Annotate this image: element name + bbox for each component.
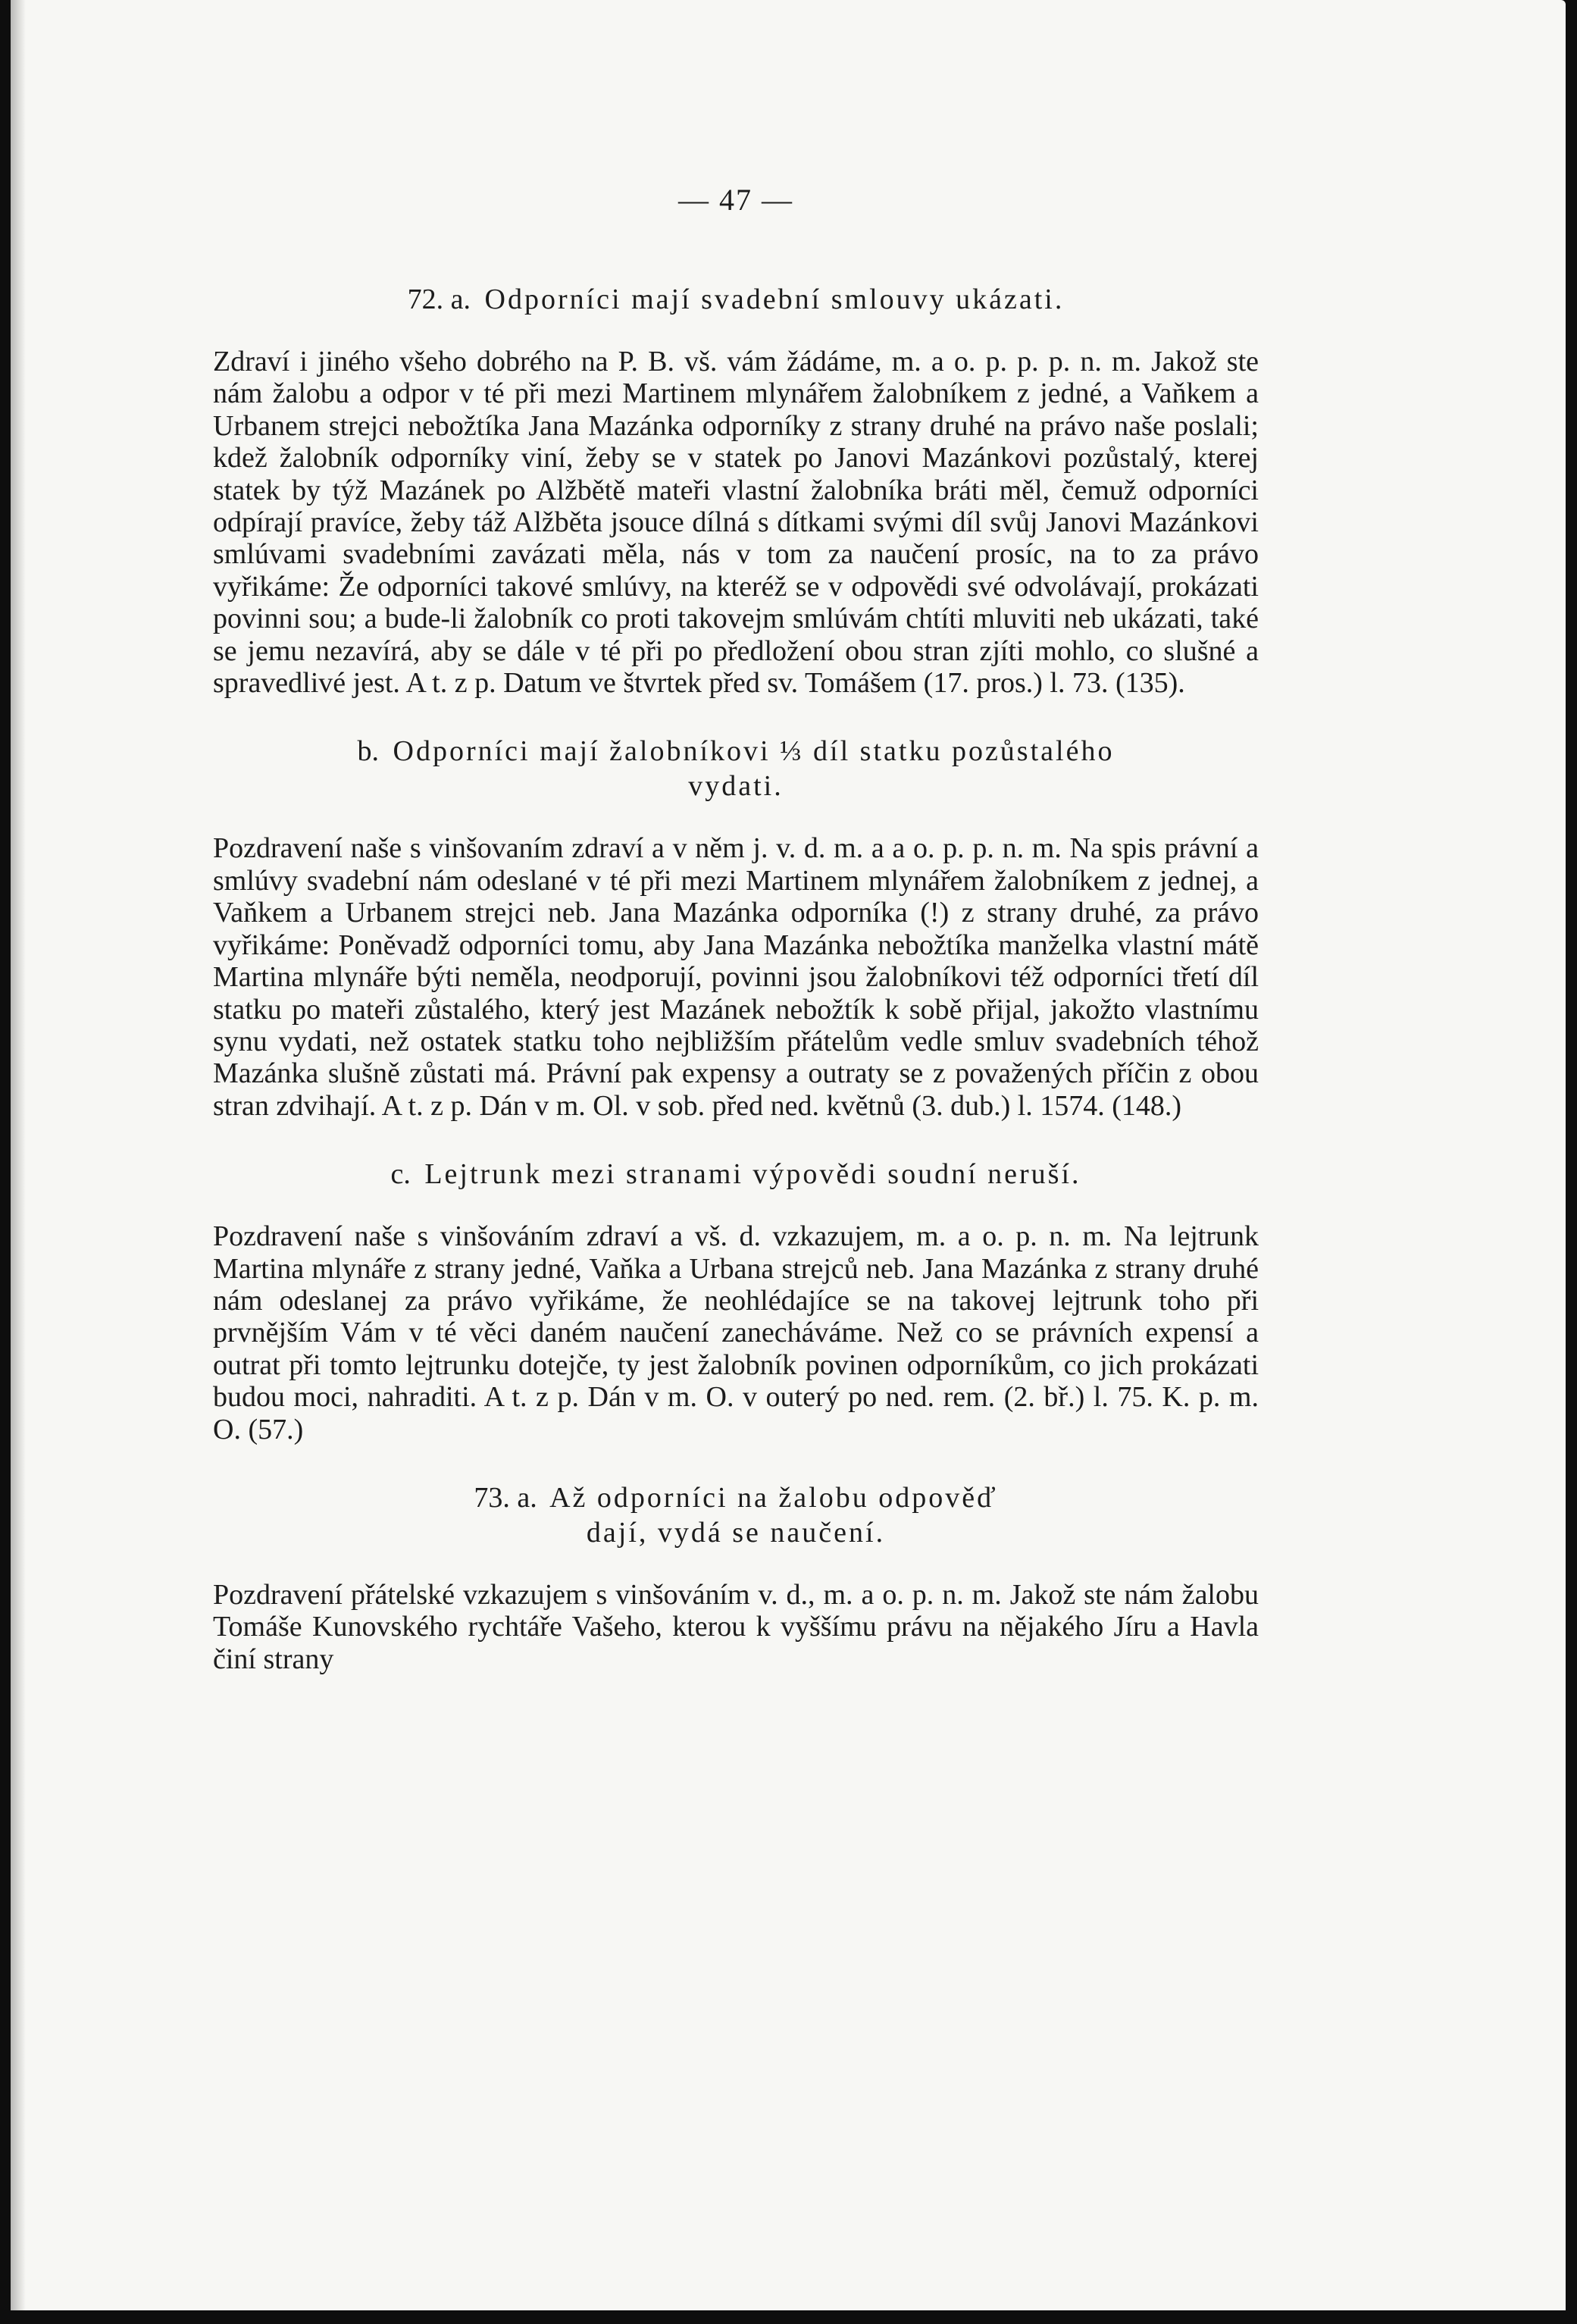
section-title: Odporníci mají žalobníkovi ⅓ díl statku pozůstalého vydati. bbox=[393, 735, 1115, 803]
section-72c bbox=[213, 1157, 1259, 1445]
page-edge-shadow bbox=[11, 0, 26, 2310]
section-title: Odporníci mají svadební smlouvy ukázati. bbox=[484, 283, 1065, 315]
section-heading bbox=[213, 1157, 1259, 1192]
section-title: Až odporníci na žalobu odpověď dají, vydá se naučení. bbox=[549, 1481, 998, 1549]
book-page bbox=[11, 0, 1566, 2310]
section-heading bbox=[213, 1480, 1259, 1550]
section-72b bbox=[213, 734, 1259, 1122]
section-heading bbox=[213, 282, 1259, 317]
section-number: c. bbox=[390, 1158, 411, 1191]
section-number: b. bbox=[357, 735, 380, 768]
section-body: Pozdravení přátelské vzkazujem s vinšováním v. d., m. a o. p. n. m. Jakož ste nám žalobu Tomáše Kunovského rychtáře Vašeho, kterou k vyššímu právu na nějakého Jíru a Havla činí strany bbox=[213, 1578, 1259, 1675]
section-73a bbox=[213, 1480, 1259, 1675]
text-block bbox=[213, 182, 1259, 1675]
page-number: — 47 — bbox=[678, 183, 793, 217]
section-number: 72. a. bbox=[407, 283, 471, 315]
section-body: Pozdravení naše s vinšováním zdraví a vš. d. vzkazujem, m. a o. p. n. m. Na lejtrunk Martina mlynáře z strany jedné, Vaňka a Urbana strejců neb. Jana Mazánka z strany druhé nám odeslanej za právo vyřikáme, že neohlédajíce se na takovej lejtrunk toho při prvnějším Vám v té věci daném naučení zanecháváme. Než co se právních expensí a outrat při tomto lejtrunku dotejče, ty jest žalobník povinen odporníkům, co jich prokázati budou moci, nahraditi. A t. z p. Dán v m. O. v outerý po ned. rem. (2. bř.) l. 75. K. p. m. O. (57.) bbox=[213, 1220, 1259, 1445]
section-title: Lejtrunk mezi stranami výpovědi soudní neruší. bbox=[424, 1158, 1081, 1191]
section-body: Zdraví i jiného všeho dobrého na P. B. vš. vám žádáme, m. a o. p. p. p. n. m. Jakož ste nám žalobu a odpor v té při mezi Martinem mlynářem žalobníkem z jedné, a Vaňkem a Urbanem strejci nebožtíka Jana Mazánka odporníky z strany druhé na právo naše poslali; kdež žalobník odporníky viní, žeby se v statek po Janovi Mazánkovi pozůstalý, kterej statek by týž Mazánek po Alžbětě mateři vlastní žalobníka bráti měl, čemuž odporníci odpírají pravíce, žeby táž Alžběta jsouce dílná s dítkami svými díl svůj Janovi Mazánkovi smlúvami svadebními zavázati měla, nás v tom za naučení prosíc, na to za právo vyřikáme: Že odporníci takové smlúvy, na kteréž se v odpovědi své odvolávají, prokázati povinni sou; a bude-li žalobník co proti takovejm smlúvám chtíti mluviti neb ukázati, také se jemu nezavírá, aby se dále v té při po předložení obou stran zjíti mohlo, co slušné a spravedlivé jest. A t. z p. Datum ve štvrtek před sv. Tomášem (17. pros.) l. 73. (135). bbox=[213, 346, 1259, 700]
section-heading bbox=[213, 734, 1259, 803]
section-number: 73. a. bbox=[474, 1481, 537, 1514]
section-body: Pozdravení naše s vinšovaním zdraví a v něm j. v. d. m. a a o. p. p. n. m. Na spis právní a smlúvy svadební nám odeslané v té při mezi Martinem mlynářem žalobníkem z jednej, a Vaňkem a Urbanem strejci neb. Jana Mazánka odporníka (!) z strany druhé, za právo vyřikáme: Poněvadž odporníci tomu, aby Jana Mazánka nebožtíka manželka vlastní mátě Martina mlynáře býti neměla, neodporují, povinni jsou žalobníkovi též odporníci třetí díl statku po mateři zůstalého, který jest Mazánek nebožtík k sobě přijal, jakožto vlastnímu synu vydati, než ostatek statku toho nejbližším přátelům vedle smluv svadebních téhož Mazánka slušně zůstati má. Právní pak expensy a outraty se z považených příčin z obou stran zdvihají. A t. z p. Dán v m. Ol. v sob. před ned. květnů (3. dub.) l. 1574. (148.) bbox=[213, 832, 1259, 1122]
section-72a bbox=[213, 282, 1259, 699]
